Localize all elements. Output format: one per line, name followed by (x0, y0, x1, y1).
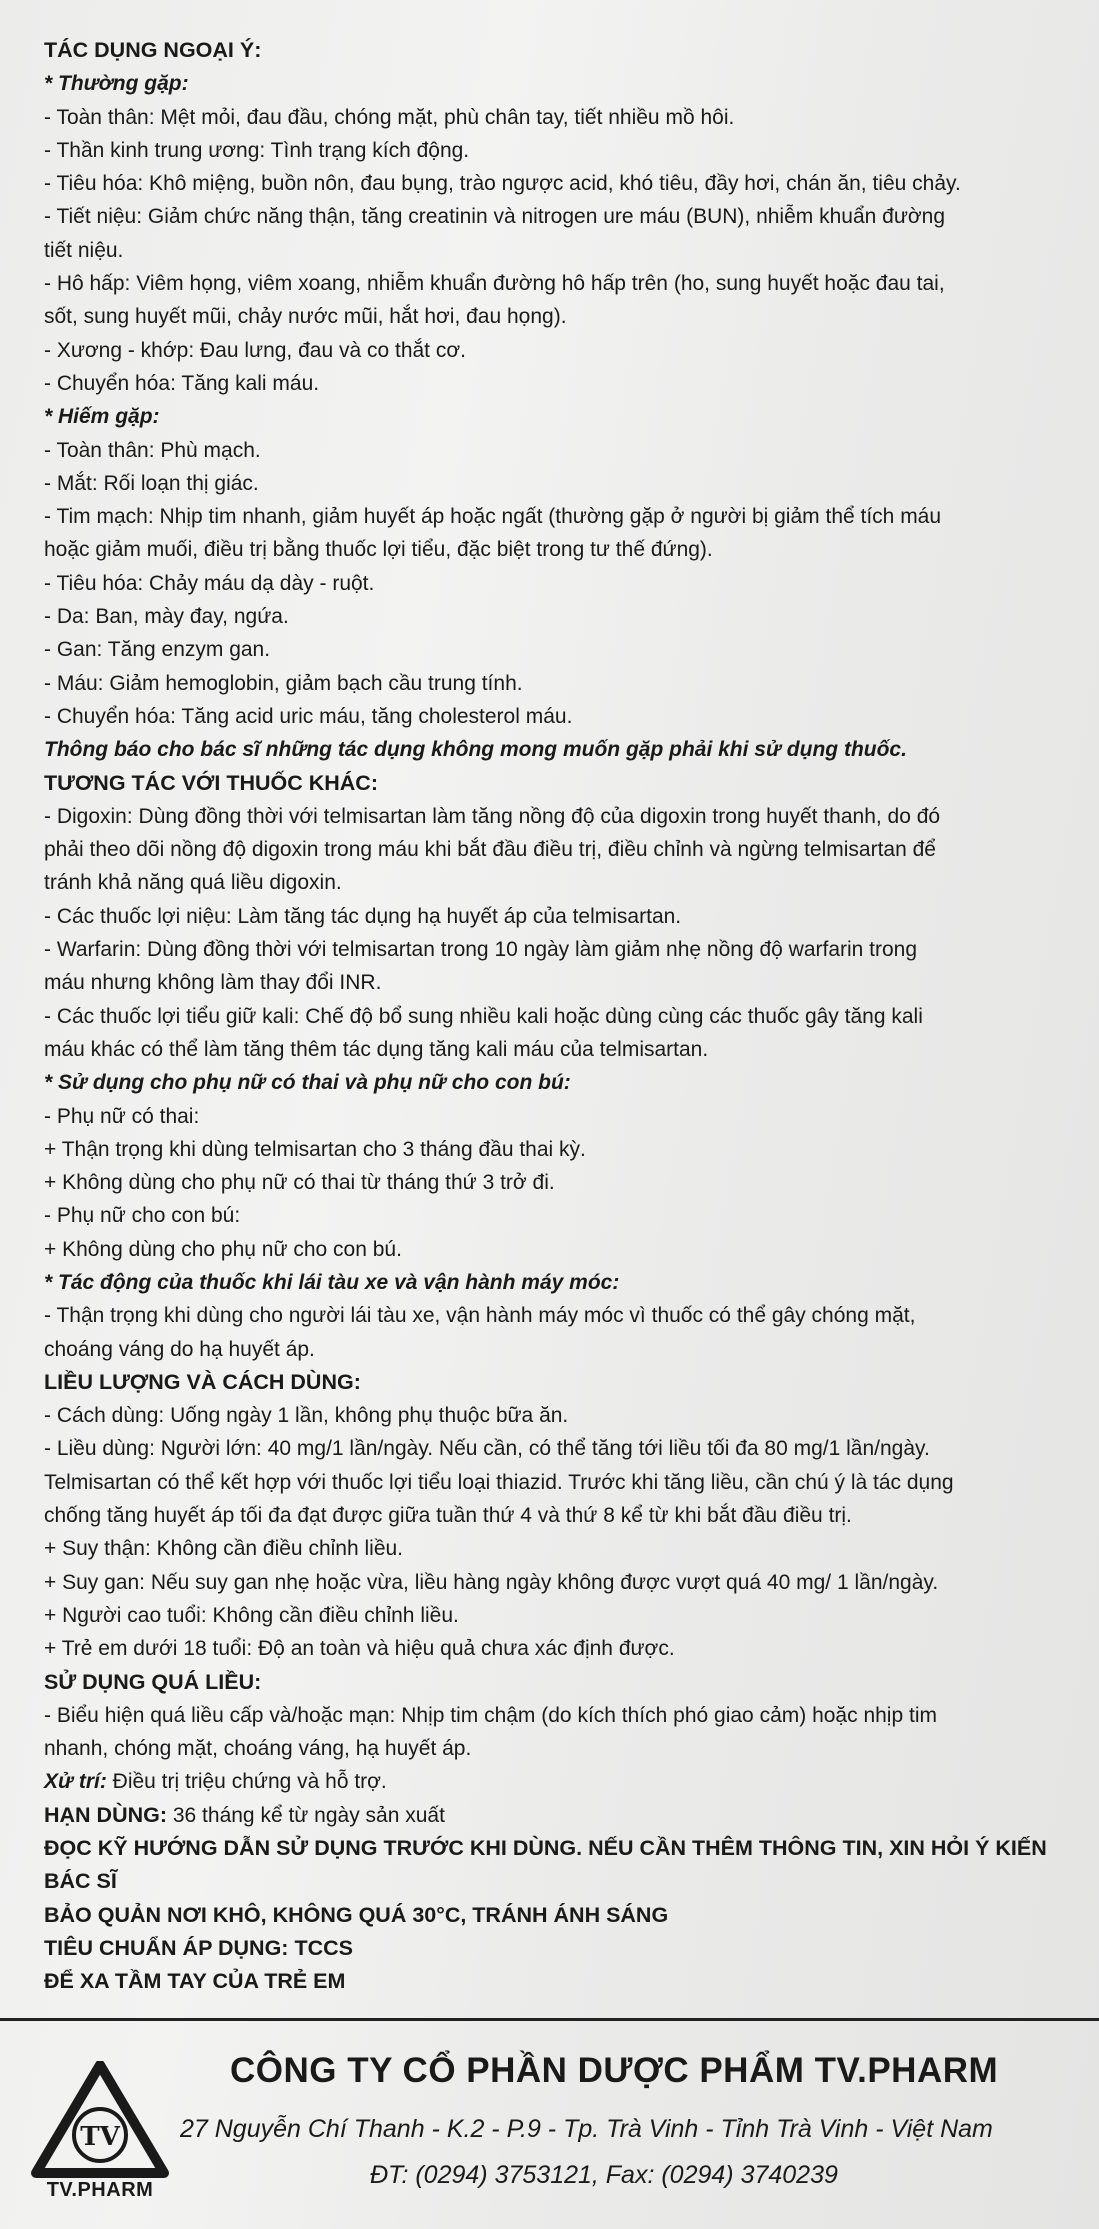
text-line: - Máu: Giảm hemoglobin, giảm bạch cầu trung tính. (44, 671, 523, 695)
treatment-text: Điều trị triệu chứng và hỗ trợ. (106, 1770, 387, 1794)
section-heading: SỬ DỤNG QUÁ LIỀU: (44, 1669, 262, 1694)
leaflet-text-body (44, 34, 1064, 1999)
text-line: - Phụ nữ có thai: (44, 1104, 200, 1128)
company-address: 27 Nguyễn Chí Thanh - K.2 - P.9 - Tp. Trà Vinh - Tỉnh Trà Vinh - Việt Nam (180, 2115, 993, 2143)
text-line: - Liều dùng: Người lớn: 40 mg/1 lần/ngày. Nếu cần, có thể tăng tới liều tối đa 80 mg/1 lần/ngày. (44, 1437, 930, 1461)
shelf-life-text: 36 tháng kể từ ngày sản xuất (167, 1803, 445, 1827)
text-line: - Biểu hiện quá liều cấp và/hoặc mạn: Nhịp tim chậm (do kích thích phó giao cảm) hoặc nhịp tim (44, 1703, 937, 1727)
text-line: - Các thuốc lợi tiểu giữ kali: Chế độ bổ sung nhiều kali hoặc dùng cùng các thuốc gây tăng kali (44, 1004, 923, 1028)
text-line: - Thận trọng khi dùng cho người lái tàu xe, vận hành máy móc vì thuốc có thể gây chóng mặt, (44, 1304, 916, 1328)
text-line: máu nhưng không làm thay đổi INR. (44, 971, 382, 995)
text-line: - Toàn thân: Mệt mỏi, đau đầu, chóng mặt, phù chân tay, tiết nhiều mồ hôi. (44, 105, 735, 129)
text-line: Telmisartan có thể kết hợp với thuốc lợi tiểu loại thiazid. Trước khi tăng liều, cần chú ý là tác dụng (44, 1470, 954, 1494)
text-line: - Tiết niệu: Giảm chức năng thận, tăng creatinin và nitrogen ure máu (BUN), nhiễm khuẩn đường (44, 205, 946, 229)
subsection-heading: * Sử dụng cho phụ nữ có thai và phụ nữ cho con bú: (44, 1071, 571, 1095)
treatment-line (44, 1765, 1064, 1798)
text-line: + Người cao tuổi: Không cần điều chỉnh liều. (44, 1603, 459, 1627)
treatment-label: Xử trí: (44, 1770, 107, 1794)
company-phone: ĐT: (0294) 3753121, Fax: (0294) 3740239 (370, 2161, 838, 2189)
section-heading: TƯƠNG TÁC VỚI THUỐC KHÁC: (44, 770, 378, 795)
text-line: - Phụ nữ cho con bú: (44, 1204, 241, 1228)
subsection-heading: Thông báo cho bác sĩ những tác dụng không mong muốn gặp phải khi sử dụng thuốc. (44, 738, 907, 762)
text-line: choáng váng do hạ huyết áp. (44, 1337, 315, 1361)
shelf-life-label: HẠN DÙNG: (44, 1802, 168, 1827)
section-heading: ĐỌC KỸ HƯỚNG DẪN SỬ DỤNG TRƯỚC KHI DÙNG. NẾU CẦN THÊM THÔNG TIN, XIN HỎI Ý KIẾN BÁC SĨ (44, 1836, 1047, 1894)
text-line: - Cách dùng: Uống ngày 1 lần, không phụ thuộc bữa ăn. (44, 1404, 569, 1428)
text-line: tránh khả năng quá liều digoxin. (44, 871, 342, 895)
text-line: - Warfarin: Dùng đồng thời với telmisartan trong 10 ngày làm giảm nhẹ nồng độ warfarin trong (44, 938, 918, 962)
subsection-heading: * Tác động của thuốc khi lái tàu xe và vận hành máy móc: (44, 1270, 620, 1294)
text-line: - Các thuốc lợi niệu: Làm tăng tác dụng hạ huyết áp của telmisartan. (44, 904, 682, 928)
company-footer (0, 2018, 1099, 2229)
text-line: + Thận trọng khi dùng telmisartan cho 3 tháng đầu thai kỳ. (44, 1137, 586, 1161)
text-line: phải theo dõi nồng độ digoxin trong máu khi bắt đầu điều trị, điều chỉnh và ngừng telmisartan để (44, 838, 936, 862)
logo-caption: TV.PHARM (46, 2179, 154, 2201)
text-line: - Hô hấp: Viêm họng, viêm xoang, nhiễm khuẩn đường hô hấp trên (ho, sung huyết hoặc đau tai, (44, 272, 945, 296)
section-heading: TIÊU CHUẨN ÁP DỤNG: TCCS (44, 1935, 353, 1960)
subsection-heading: * Thường gặp: (44, 72, 189, 96)
text-line: - Xương - khớp: Đau lưng, đau và co thắt cơ. (44, 338, 466, 362)
section-heading: TÁC DỤNG NGOẠI Ý: (44, 38, 262, 62)
tvpharm-logo (30, 2061, 170, 2221)
text-line: + Suy gan: Nếu suy gan nhẹ hoặc vừa, liều hàng ngày không được vượt quá 40 mg/ 1 lần/ngày. (44, 1570, 939, 1594)
section-heading: LIỀU LƯỢNG VÀ CÁCH DÙNG: (44, 1369, 361, 1394)
section-heading: ĐỂ XA TẦM TAY CỦA TRẺ EM (44, 1969, 346, 1994)
text-line: + Suy thận: Không cần điều chỉnh liều. (44, 1537, 404, 1561)
text-line: - Tim mạch: Nhịp tim nhanh, giảm huyết áp hoặc ngất (thường gặp ở người bị giảm thể tích máu (44, 505, 942, 529)
company-name: CÔNG TY CỔ PHẦN DƯỢC PHẨM TV.PHARM (230, 2051, 999, 2090)
text-line: + Trẻ em dưới 18 tuổi: Độ an toàn và hiệu quả chưa xác định được. (44, 1637, 675, 1661)
text-line: - Digoxin: Dùng đồng thời với telmisartan làm tăng nồng độ của digoxin trong huyết thanh, do đó (44, 804, 941, 828)
text-line: + Không dùng cho phụ nữ cho con bú. (44, 1237, 402, 1261)
text-line: + Không dùng cho phụ nữ có thai từ tháng thứ 3 trở đi. (44, 1171, 555, 1195)
shelf-life-line (44, 1799, 1064, 1832)
text-line: hoặc giảm muối, điều trị bằng thuốc lợi tiểu, đặc biệt trong tư thế đứng). (44, 538, 713, 562)
text-line: - Tiêu hóa: Chảy máu dạ dày - ruột. (44, 571, 375, 595)
tvpharm-triangle-icon (30, 2061, 170, 2181)
text-line: - Toàn thân: Phù mạch. (44, 438, 261, 462)
text-line: - Da: Ban, mày đay, ngứa. (44, 605, 289, 629)
text-line: - Thần kinh trung ương: Tình trạng kích động. (44, 138, 470, 162)
text-line: - Mắt: Rối loạn thị giác. (44, 471, 259, 495)
text-line: máu khác có thể làm tăng thêm tác dụng tăng kali máu của telmisartan. (44, 1037, 709, 1061)
text-line: tiết niệu. (44, 238, 124, 262)
text-line: - Chuyển hóa: Tăng acid uric máu, tăng cholesterol máu. (44, 704, 573, 728)
subsection-heading: * Hiếm gặp: (44, 405, 160, 429)
svg-text:TV: TV (80, 2122, 120, 2152)
text-line: - Chuyển hóa: Tăng kali máu. (44, 371, 320, 395)
section-heading: BẢO QUẢN NƠI KHÔ, KHÔNG QUÁ 30°C, TRÁNH ÁNH SÁNG (44, 1902, 669, 1927)
text-line: chống tăng huyết áp tối đa đạt được giữa tuần thứ 4 và thứ 8 kể từ khi bắt đầu điều trị. (44, 1504, 852, 1528)
text-line: - Gan: Tăng enzym gan. (44, 638, 271, 662)
text-line: nhanh, chóng mặt, choáng váng, hạ huyết áp. (44, 1737, 472, 1761)
text-line: sốt, sung huyết mũi, chảy nước mũi, hắt hơi, đau họng). (44, 305, 567, 329)
text-line: - Tiêu hóa: Khô miệng, buồn nôn, đau bụng, trào ngược acid, khó tiêu, đầy hơi, chán ăn, tiêu chảy. (44, 172, 961, 196)
